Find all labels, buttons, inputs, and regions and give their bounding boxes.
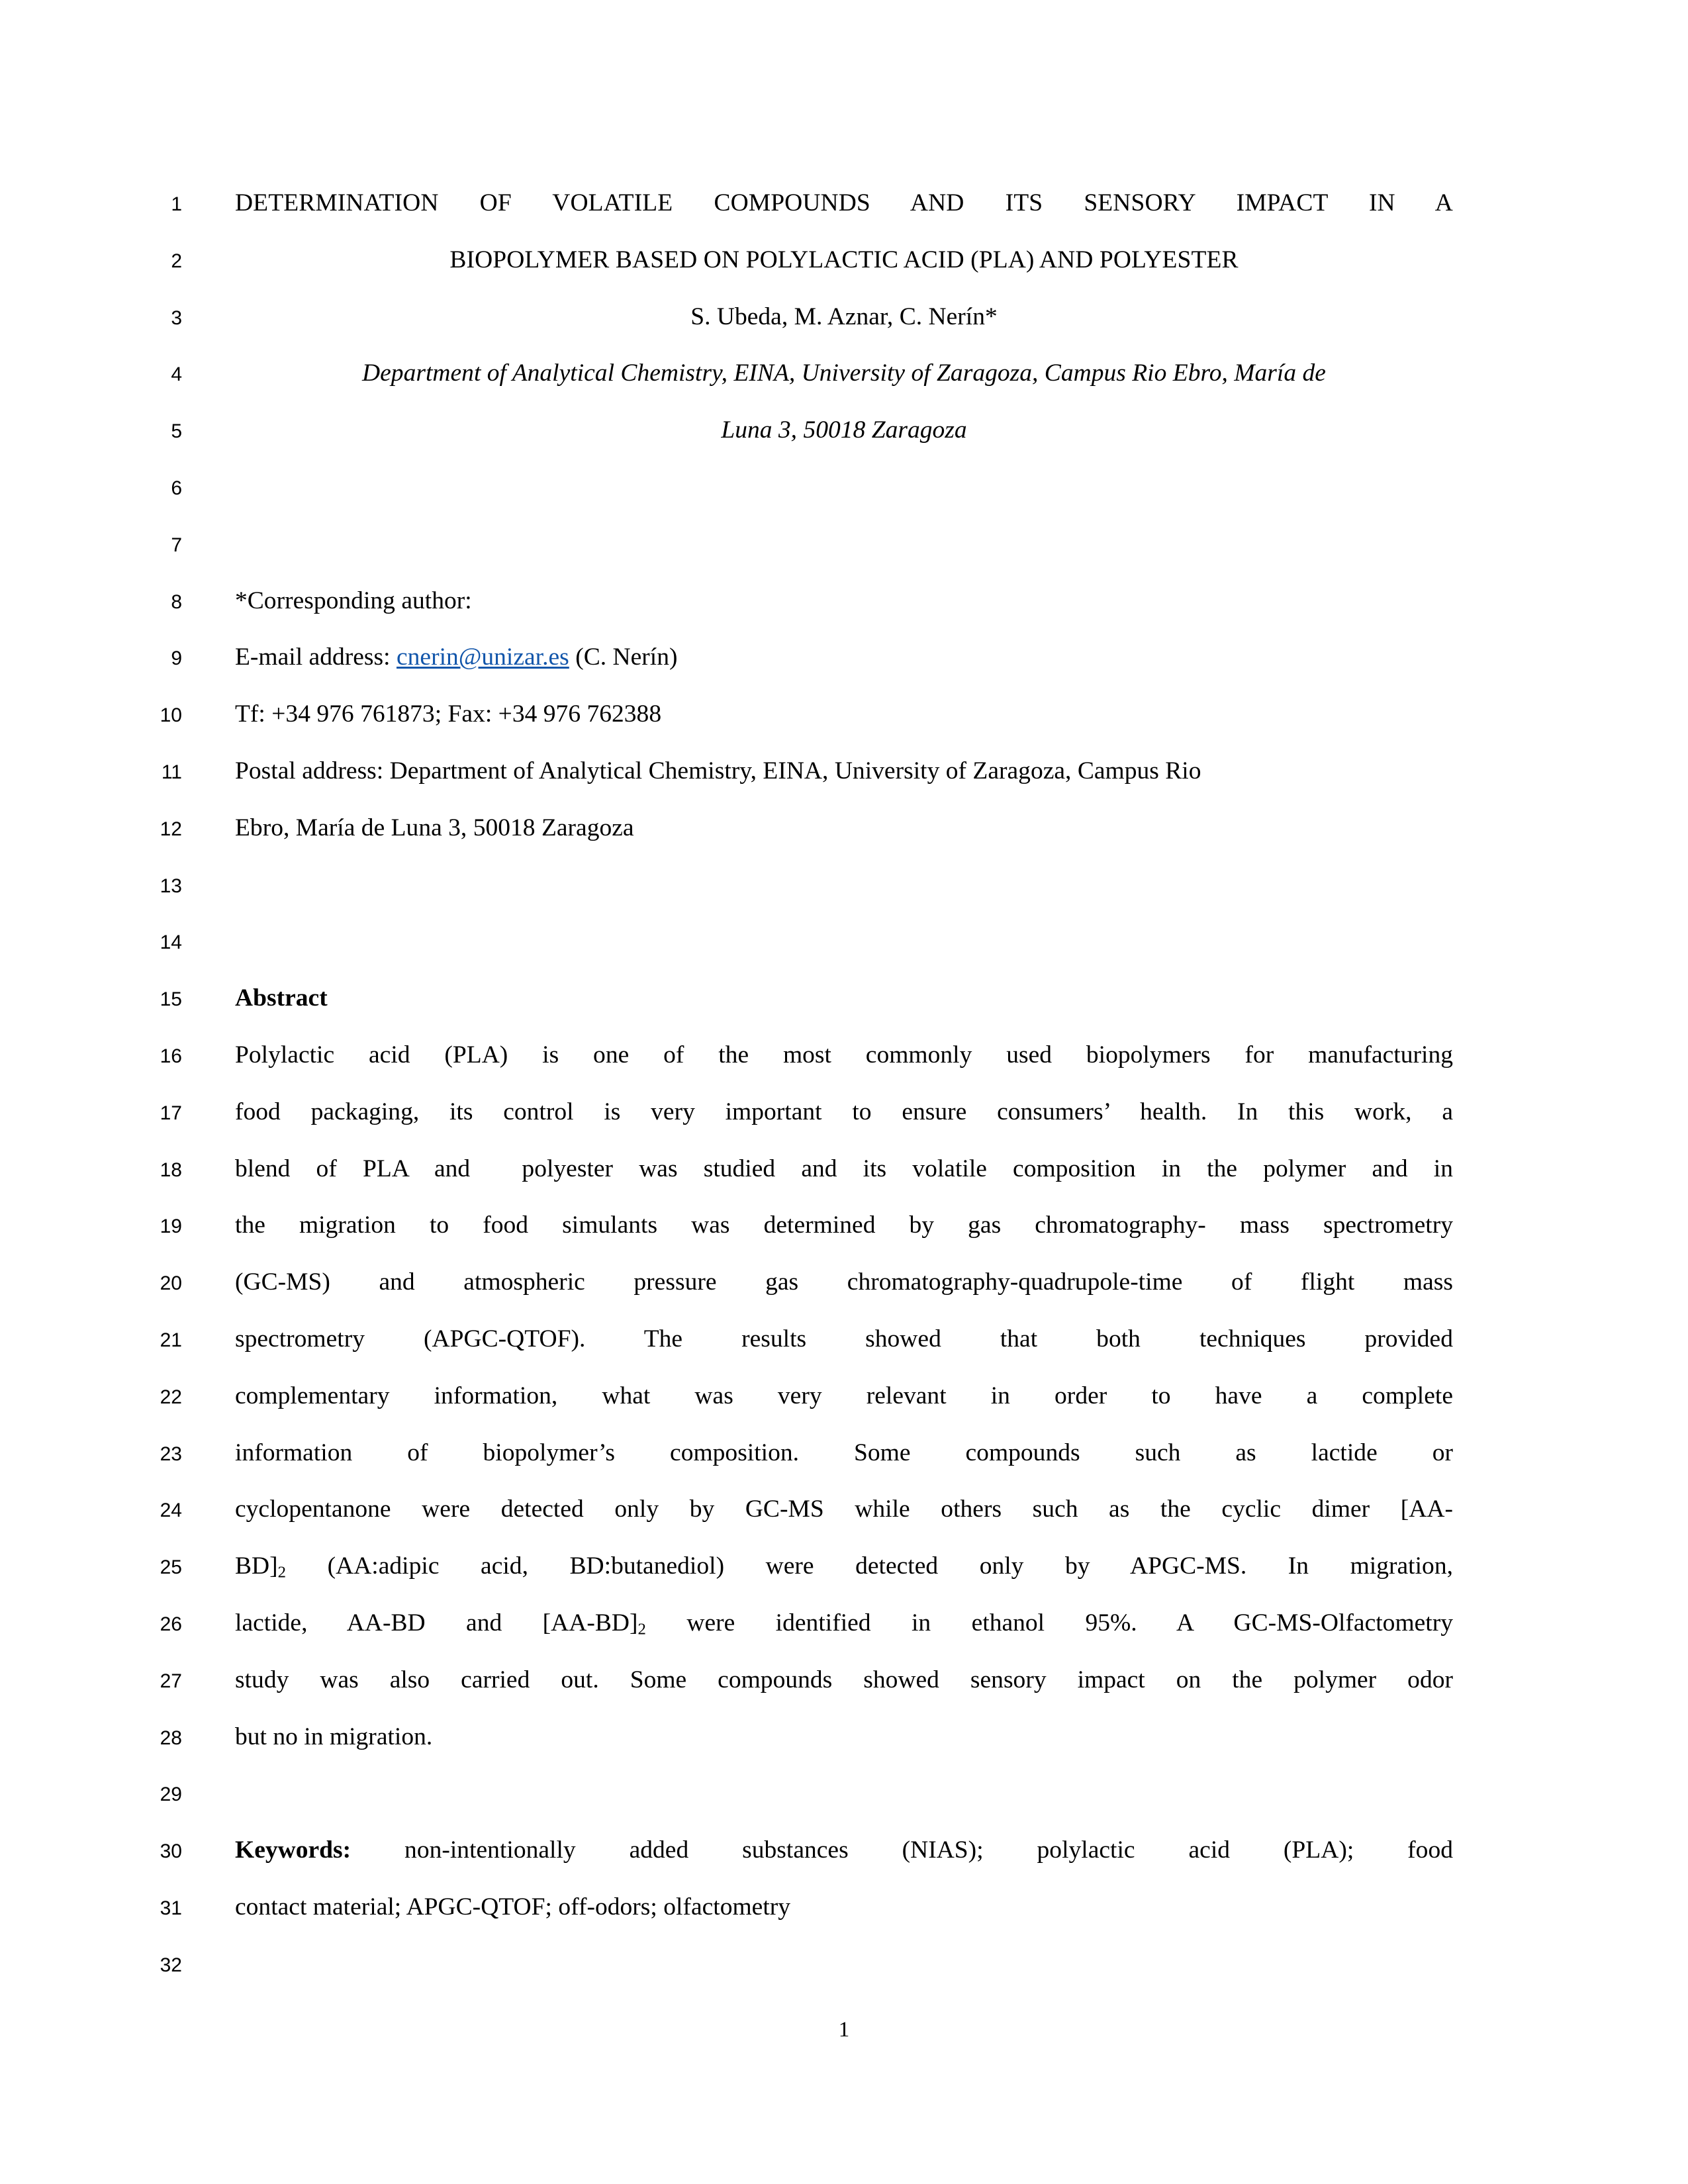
- line-row: [0, 1266, 1688, 1323]
- line-number: 14: [160, 931, 182, 954]
- abstract-line: [235, 1550, 1453, 1582]
- phone-fax-line: Tf: +34 976 761873; Fax: +34 976 762388: [235, 700, 662, 728]
- abstract-line: the migration to food simulants was determined by gas chromatography- mass spectrometry: [235, 1211, 1453, 1239]
- line-row: [0, 357, 1688, 414]
- line-number: 22: [160, 1386, 182, 1408]
- email-label: E-mail address:: [235, 643, 397, 671]
- line-number: 16: [160, 1045, 182, 1067]
- line-row: [0, 1209, 1688, 1266]
- abstract-line: (GC-MS) and atmospheric pressure gas chromatography-quadrupole-time of flight mass: [235, 1268, 1453, 1296]
- formula-text: BD]: [235, 1552, 278, 1580]
- abstract-line: [235, 1607, 1453, 1638]
- page-number: 1: [838, 2018, 850, 2042]
- corresponding-author-label: *Corresponding author:: [235, 587, 472, 614]
- line-number: 26: [160, 1613, 182, 1635]
- line-row: [0, 1039, 1688, 1096]
- line-number: 2: [171, 250, 182, 272]
- authors-line: S. Ubeda, M. Aznar, C. Nerín*: [690, 303, 998, 330]
- line-row: [0, 1891, 1688, 1948]
- line-row: [0, 1834, 1688, 1891]
- blank-line: [235, 925, 1453, 926]
- postal-address-line-1: Postal address: Department of Analytical Chemistry, EINA, University of Zaragoza, Campus Rio: [235, 757, 1201, 784]
- line-number: 4: [171, 363, 182, 386]
- line-number: 24: [160, 1499, 182, 1522]
- abstract-text: were identified in ethanol 95%. A GC-MS-Olfactometry: [645, 1609, 1454, 1637]
- line-row: [0, 1607, 1688, 1664]
- email-link[interactable]: cnerin@unizar.es: [397, 643, 569, 671]
- abstract-line: food packaging, its control is very important to ensure consumers’ health. In this work, a: [235, 1098, 1453, 1125]
- line-row: [0, 641, 1688, 698]
- formula-text: lactide, AA-BD and [AA-BD]: [235, 1609, 638, 1637]
- email-owner: (C. Nerín): [569, 643, 678, 671]
- line-number: 3: [171, 307, 182, 329]
- email-address-line: [235, 641, 1453, 673]
- abstract-line: cyclopentanone were detected only by GC-MS while others such as the cyclic dimer [AA-: [235, 1496, 1453, 1523]
- line-row: [0, 1493, 1688, 1550]
- line-number: 8: [171, 591, 182, 613]
- line-row: [0, 1550, 1688, 1607]
- line-row: [0, 1948, 1688, 2005]
- line-number: 11: [161, 761, 182, 783]
- line-number: 10: [160, 704, 182, 727]
- line-number: 21: [160, 1329, 182, 1351]
- line-number: 13: [160, 875, 182, 897]
- line-number: 27: [160, 1670, 182, 1692]
- numbered-line-body: [0, 187, 1688, 2005]
- line-row: [0, 301, 1688, 357]
- line-row: [0, 414, 1688, 471]
- line-row: [0, 1323, 1688, 1380]
- line-number: 6: [171, 477, 182, 499]
- line-number: 17: [160, 1102, 182, 1124]
- line-number: 9: [171, 647, 182, 670]
- abstract-line: Polylactic acid (PLA) is one of the most commonly used biopolymers for manufacturing: [235, 1041, 1453, 1068]
- line-row: [0, 1153, 1688, 1210]
- line-number: 12: [160, 818, 182, 840]
- keywords-line-1: [235, 1834, 1453, 1866]
- line-row: [0, 812, 1688, 869]
- affiliation-line-2: Luna 3, 50018 Zaragoza: [721, 416, 967, 444]
- line-number: 23: [160, 1443, 182, 1465]
- title-line-2: BIOPOLYMER BASED ON POLYLACTIC ACID (PLA) AND POLYESTER: [449, 246, 1239, 273]
- subscript-2: 2: [637, 1620, 646, 1638]
- line-row: [0, 187, 1688, 244]
- affiliation-line-1: Department of Analytical Chemistry, EINA, University of Zaragoza, Campus Rio Ebro, María de: [362, 359, 1326, 387]
- line-row: [0, 244, 1688, 301]
- line-number: 25: [160, 1556, 182, 1579]
- blank-line: [235, 1777, 1453, 1778]
- line-number: 20: [160, 1272, 182, 1295]
- abstract-line: but no in migration.: [235, 1723, 433, 1750]
- blank-line: [235, 869, 1453, 870]
- keywords-line-2: contact material; APGC-QTOF; off-odors; olfactometry: [235, 1893, 791, 1921]
- line-number: 28: [160, 1727, 182, 1749]
- abstract-line: spectrometry (APGC-QTOF). The results showed that both techniques provided: [235, 1325, 1453, 1353]
- abstract-line: complementary information, what was very relevant in order to have a complete: [235, 1382, 1453, 1409]
- title-line-1: DETERMINATION OF VOLATILE COMPOUNDS AND ITS SENSORY IMPACT IN A: [235, 189, 1453, 216]
- line-row: [0, 755, 1688, 812]
- line-number: 30: [160, 1840, 182, 1863]
- abstract-text: (AA:adipic acid, BD:butanediol) were detected only by APGC-MS. In migration,: [286, 1552, 1453, 1580]
- abstract-line: information of biopolymer’s composition. Some compounds such as lactide or: [235, 1439, 1453, 1466]
- line-number: 32: [160, 1954, 182, 1976]
- blank-line: [235, 471, 1453, 472]
- line-number: 5: [171, 420, 182, 443]
- line-row: [0, 1380, 1688, 1437]
- line-row: [0, 1777, 1688, 1834]
- line-number: 15: [160, 988, 182, 1011]
- line-number: 1: [171, 193, 182, 215]
- line-row: [0, 925, 1688, 982]
- line-row: [0, 1664, 1688, 1721]
- abstract-heading: Abstract: [235, 984, 328, 1012]
- subscript-2: 2: [277, 1563, 287, 1582]
- keywords-text: non-intentionally added substances (NIAS); polylactic acid (PLA); food: [351, 1836, 1453, 1864]
- line-number: 7: [171, 534, 182, 556]
- line-number: 18: [160, 1159, 182, 1181]
- line-row: [0, 1721, 1688, 1778]
- blank-line: [235, 528, 1453, 529]
- line-row: [0, 471, 1688, 528]
- keywords-label: Keywords:: [235, 1836, 352, 1864]
- line-row: [0, 1096, 1688, 1153]
- blank-line: [235, 1948, 1453, 1949]
- abstract-line: blend of PLA and polyester was studied and its volatile composition in the polymer and in: [235, 1155, 1453, 1182]
- line-number: 31: [160, 1897, 182, 1919]
- postal-address-line-2: Ebro, María de Luna 3, 50018 Zaragoza: [235, 814, 634, 841]
- line-row: [0, 585, 1688, 641]
- line-number: 19: [160, 1215, 182, 1238]
- line-row: [0, 869, 1688, 926]
- abstract-line: study was also carried out. Some compounds showed sensory impact on the polymer odor: [235, 1666, 1453, 1693]
- line-row: [0, 528, 1688, 585]
- line-row: [0, 1437, 1688, 1494]
- line-row: [0, 698, 1688, 755]
- line-row: [0, 982, 1688, 1039]
- line-number: 29: [160, 1783, 182, 1806]
